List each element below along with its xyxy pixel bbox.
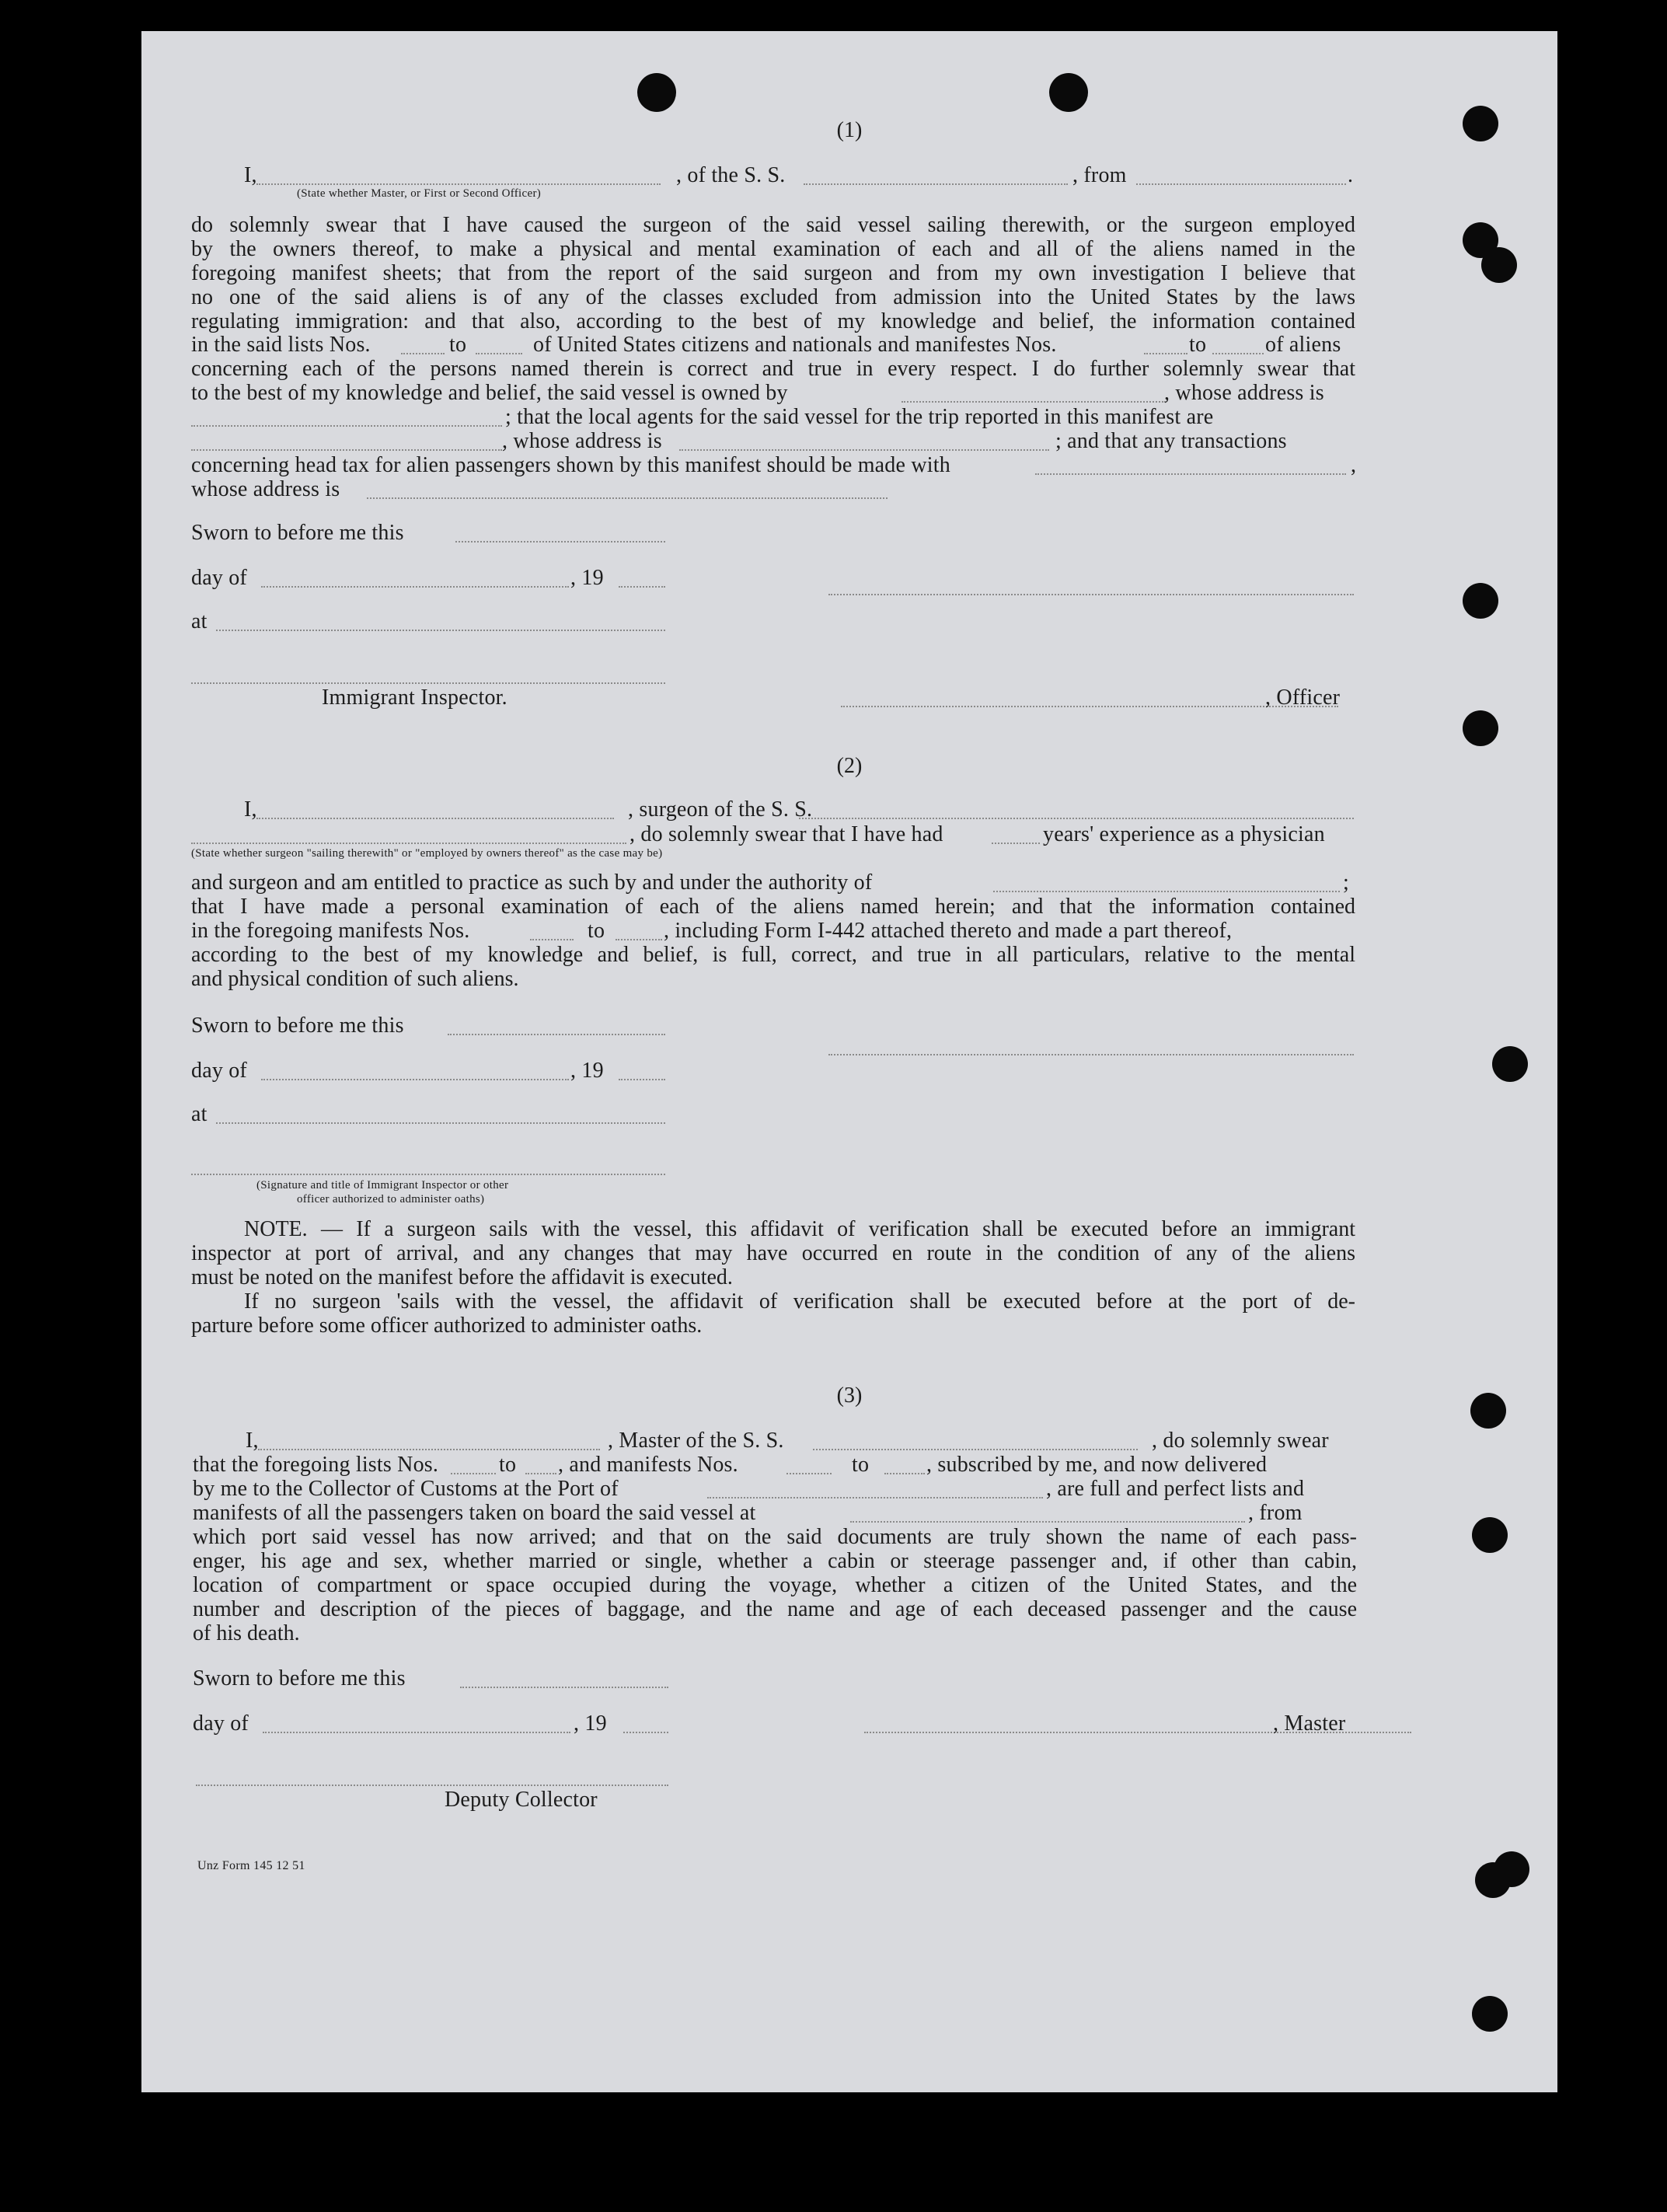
note-paragraph: NOTE. — If a surgeon sails with the vessel, this affidavit of verification shall be executed before an immigrant inspector at port of arrival, and any changes that may have occurred en route in the condition of any of the aliens must be noted on the manifest before the affidavit is executed. — [191, 1217, 1355, 1289]
sworn-blank — [448, 1034, 665, 1035]
collector-signature-line — [196, 1785, 668, 1786]
correct-line: concerning each of the persons named therein is correct and true in every respect. I do further solemnly swear that — [191, 357, 1355, 381]
year-label: , 19 — [570, 566, 604, 590]
officer-signature-line — [841, 706, 1338, 707]
manifest-to-blank — [616, 939, 662, 940]
signature-note-1: (Signature and title of Immigrant Inspector or other — [256, 1179, 509, 1191]
para-line: regulating immigration: and that also, according to the best of my knowledge and belief, the information contained — [191, 309, 1355, 333]
note-2-paragraph: If no surgeon 'sails with the vessel, the affidavit of verification shall be executed before at the port of de- parture before some officer authorized to administer oaths. — [191, 1289, 1355, 1338]
section-3-number: (3) — [836, 1383, 863, 1408]
deputy-collector-label: Deputy Collector — [445, 1788, 598, 1812]
master-vessel-blank — [813, 1449, 1138, 1450]
sworn-label: Sworn to before me this — [191, 521, 404, 545]
port-blank — [707, 1497, 1043, 1499]
head-tax-blank — [1035, 473, 1346, 475]
day-blank — [261, 1079, 569, 1080]
inspector-signature-line — [191, 682, 665, 684]
day-blank — [263, 1732, 570, 1733]
lists-nos-label: in the said lists Nos. — [191, 333, 371, 357]
line-end: . — [1348, 163, 1354, 187]
manifest-from-blank — [1144, 353, 1187, 354]
manifest-to-blank — [884, 1473, 925, 1474]
oath-i: I, — [244, 163, 257, 187]
taken-on-board-label: manifests of all the passengers taken on board the said vessel at — [193, 1501, 756, 1525]
manifest-to-blank — [1212, 353, 1264, 354]
whose-address-label: , whose address is — [1164, 381, 1324, 405]
punch-hole — [1463, 583, 1498, 619]
section-3-paragraph: which port said vessel has now arrived; and that on the said documents are truly shown the name of each pass- enger, his age and sex, whether married or single, whether a cabin or steerage passenger and, if other than cabin, location of compartment or space occupied during the voyage, whether a citizen of the United States, and the number and description of the pieces of baggage, and the name and age of each deceased passenger and the cause of his death. — [193, 1525, 1357, 1645]
oath-i: I, — [244, 797, 257, 822]
year-label: , 19 — [574, 1711, 607, 1736]
at-blank — [216, 630, 665, 631]
punch-hole — [1463, 710, 1498, 746]
solemnly-swear-label: , do solemnly swear — [1152, 1429, 1329, 1453]
foregoing-lists-label: that the foregoing lists Nos. — [193, 1453, 439, 1477]
authority-label: and surgeon and am entitled to practice as such by and under the authority of — [191, 870, 873, 895]
day-of-label: day of — [193, 1711, 249, 1736]
master-name-blank — [258, 1449, 600, 1450]
manifests-nos-label: in the foregoing manifests Nos. — [191, 919, 470, 943]
immigrant-inspector-label: Immigrant Inspector. — [322, 686, 507, 710]
collector-label: by me to the Collector of Customs at the Port of — [193, 1477, 619, 1501]
manifest-from-blank — [530, 939, 574, 940]
at-blank — [216, 1122, 665, 1124]
to-label: to — [499, 1453, 517, 1477]
punch-hole — [1472, 1517, 1508, 1553]
master-note: (State whether Master, or First or Second Officer) — [297, 187, 542, 200]
para-line: foregoing manifest sheets; that from the report of the said surgeon and from my own investigation I believe that — [191, 261, 1355, 285]
surgeon-signature-line — [828, 1054, 1354, 1055]
from-port-blank — [1136, 183, 1346, 185]
subscribed-label: , subscribed by me, and now delivered — [926, 1453, 1268, 1477]
form-number: Unz Form 145 12 51 — [197, 1859, 305, 1872]
oath-i: I, — [246, 1429, 259, 1453]
punch-hole — [1481, 247, 1517, 283]
transactions-label: ; and that any transactions — [1055, 429, 1287, 453]
at-label: at — [191, 609, 208, 633]
section-1-paragraph — [191, 213, 1355, 333]
sworn-label: Sworn to before me this — [191, 1014, 404, 1038]
surgeon-type-blank — [191, 843, 626, 844]
belief-lines: according to the best of my knowledge and belief, is full, correct, and true in all particulars, relative to the mental and physical condition of such aliens. — [191, 943, 1355, 991]
officer-label: , Officer — [1265, 686, 1341, 710]
from-label: , from — [1072, 163, 1127, 187]
exam-line: that I have made a personal examination of each of the aliens named herein; and that the information contained — [191, 895, 1355, 919]
para-line: do solemnly swear that I have caused the surgeon of the said vessel sailing therewith, or the surgeon employed — [191, 213, 1355, 237]
inspector-signature-line — [191, 1174, 665, 1175]
to-label: to — [588, 919, 605, 943]
head-tax-label: concerning head tax for alien passengers shown by this manifest should be made with — [191, 453, 950, 477]
port-of-embarkation-blank — [850, 1521, 1245, 1523]
section-1-number: (1) — [836, 118, 863, 142]
day-blank — [261, 586, 569, 588]
punch-hole — [1049, 73, 1088, 112]
surgeon-of-ss-label: , surgeon of the S. S. — [628, 797, 813, 822]
from-label: , from — [1248, 1501, 1303, 1525]
sworn-blank — [460, 1687, 668, 1688]
local-agents-label: ; that the local agents for the said vessel for the trip reported in this manifest are — [505, 405, 1214, 429]
year-blank — [619, 1079, 665, 1080]
semicolon: ; — [1343, 870, 1349, 895]
year-label: , 19 — [570, 1059, 604, 1083]
owner-address-blank — [191, 425, 502, 427]
master-of-ss-label: , Master of the S. S. — [608, 1429, 784, 1453]
punch-hole — [1472, 1996, 1508, 2032]
comma: , — [1351, 453, 1357, 477]
list-from-blank — [401, 353, 445, 354]
whose-address-label-2: whose address is — [191, 477, 340, 501]
surgeon-note: (State whether surgeon "sailing therewith" or "employed by owners thereof" as the case may be) — [191, 847, 663, 860]
manifest-from-blank — [786, 1473, 832, 1474]
year-blank — [623, 1732, 668, 1733]
officer-name-blank — [256, 183, 661, 185]
manifest-form-page — [141, 31, 1557, 2092]
signature-note-2: officer authorized to administer oaths) — [297, 1193, 485, 1205]
agent-address-label: , whose address is — [502, 429, 662, 453]
years-experience-label: years' experience as a physician — [1043, 822, 1325, 846]
to-label: to — [852, 1453, 870, 1477]
to-label: to — [1189, 333, 1207, 357]
agent-address-blank — [679, 449, 1049, 451]
year-blank — [619, 586, 665, 588]
list-to-blank — [476, 353, 522, 354]
punch-hole — [1494, 1851, 1529, 1887]
day-of-label: day of — [191, 566, 247, 590]
agents-blank — [191, 449, 502, 451]
aliens-label: of aliens — [1265, 333, 1341, 357]
form-i442-label: , including Form I-442 attached thereto and made a part thereof, — [664, 919, 1233, 943]
master-label: , Master — [1273, 1711, 1346, 1736]
signature-line — [828, 594, 1354, 595]
surgeon-name-blank — [256, 818, 614, 819]
para-line: no one of the said aliens is of any of the classes excluded from admission into the United States by the laws — [191, 285, 1355, 309]
authority-blank — [993, 891, 1340, 892]
and-manifests-label: , and manifests Nos. — [558, 1453, 738, 1477]
owned-by-label: to the best of my knowledge and belief, the said vessel is owned by — [191, 381, 788, 405]
para-line: by the owners thereof, to make a physical and mental examination of each and all of the aliens named in the — [191, 237, 1355, 261]
head-tax-address-blank — [367, 497, 888, 499]
day-of-label: day of — [191, 1059, 247, 1083]
sworn-label: Sworn to before me this — [193, 1666, 406, 1690]
punch-hole — [637, 73, 676, 112]
surgeon-vessel-blank — [799, 818, 1354, 819]
of-ss-label: , of the S. S. — [676, 163, 786, 187]
full-lists-label: , are full and perfect lists and — [1046, 1477, 1305, 1501]
list-to-blank — [525, 1473, 556, 1474]
punch-hole — [1492, 1046, 1528, 1082]
section-2-number: (2) — [836, 754, 863, 778]
list-from-blank — [451, 1473, 496, 1474]
vessel-name-blank — [804, 183, 1068, 185]
owner-blank — [902, 401, 1166, 403]
at-label: at — [191, 1102, 208, 1126]
sworn-blank — [455, 541, 665, 543]
citizens-label: of United States citizens and nationals and manifestes Nos. — [533, 333, 1057, 357]
years-blank — [992, 843, 1040, 844]
experience-label: , do solemnly swear that I have had — [629, 822, 943, 846]
to-label: to — [449, 333, 467, 357]
